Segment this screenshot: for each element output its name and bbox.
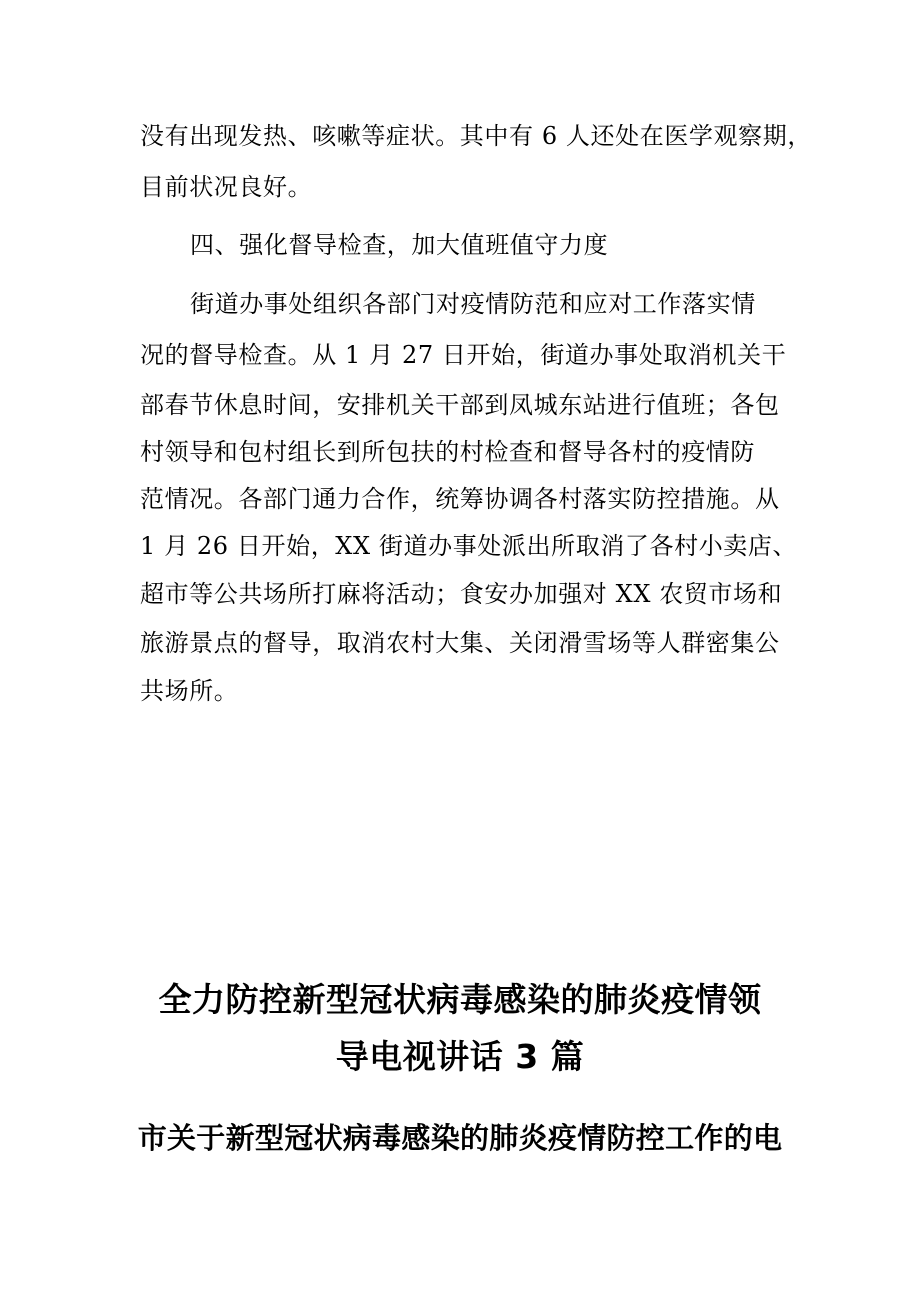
paragraph-line: 街道办事处组织各部门对疫情防范和应对工作落实情: [190, 290, 756, 318]
paragraph-line: 共场所。: [140, 677, 239, 705]
paragraph-line: 超市等公共场所打麻将活动；食安办加强对 XX 农贸市场和: [140, 580, 783, 608]
page-title-line-2: 导电视讲话 3 篇: [335, 1037, 585, 1076]
paragraph-line: 部春节休息时间，安排机关干部到凤城东站进行值班；各包: [140, 391, 780, 419]
paragraph-line: 目前状况良好。: [140, 173, 313, 201]
paragraph-line: 1 月 26 日开始，XX 街道办事处派出所取消了各村小卖店、: [140, 532, 798, 560]
page-title-line-1: 全力防控新型冠状病毒感染的肺炎疫情领: [158, 980, 762, 1019]
paragraph-line: 村领导和包村组长到所包扶的村检查和督导各村的疫情防: [140, 438, 755, 466]
section-heading: 四、强化督导检查，加大值班值守力度: [190, 231, 609, 259]
subtitle: 市关于新型冠状病毒感染的肺炎疫情防控工作的电: [137, 1121, 783, 1155]
paragraph-line: 范情况。各部门通力合作，统筹协调各村落实防控措施。从: [140, 485, 780, 513]
paragraph-line: 旅游景点的督导，取消农村大集、关闭滑雪场等人群密集公: [140, 629, 780, 657]
paragraph-line: 没有出现发热、咳嗽等症状。其中有 6 人还处在医学观察期，: [140, 122, 812, 150]
paragraph-line: 况的督导检查。从 1 月 27 日开始，街道办事处取消机关干: [140, 341, 787, 369]
